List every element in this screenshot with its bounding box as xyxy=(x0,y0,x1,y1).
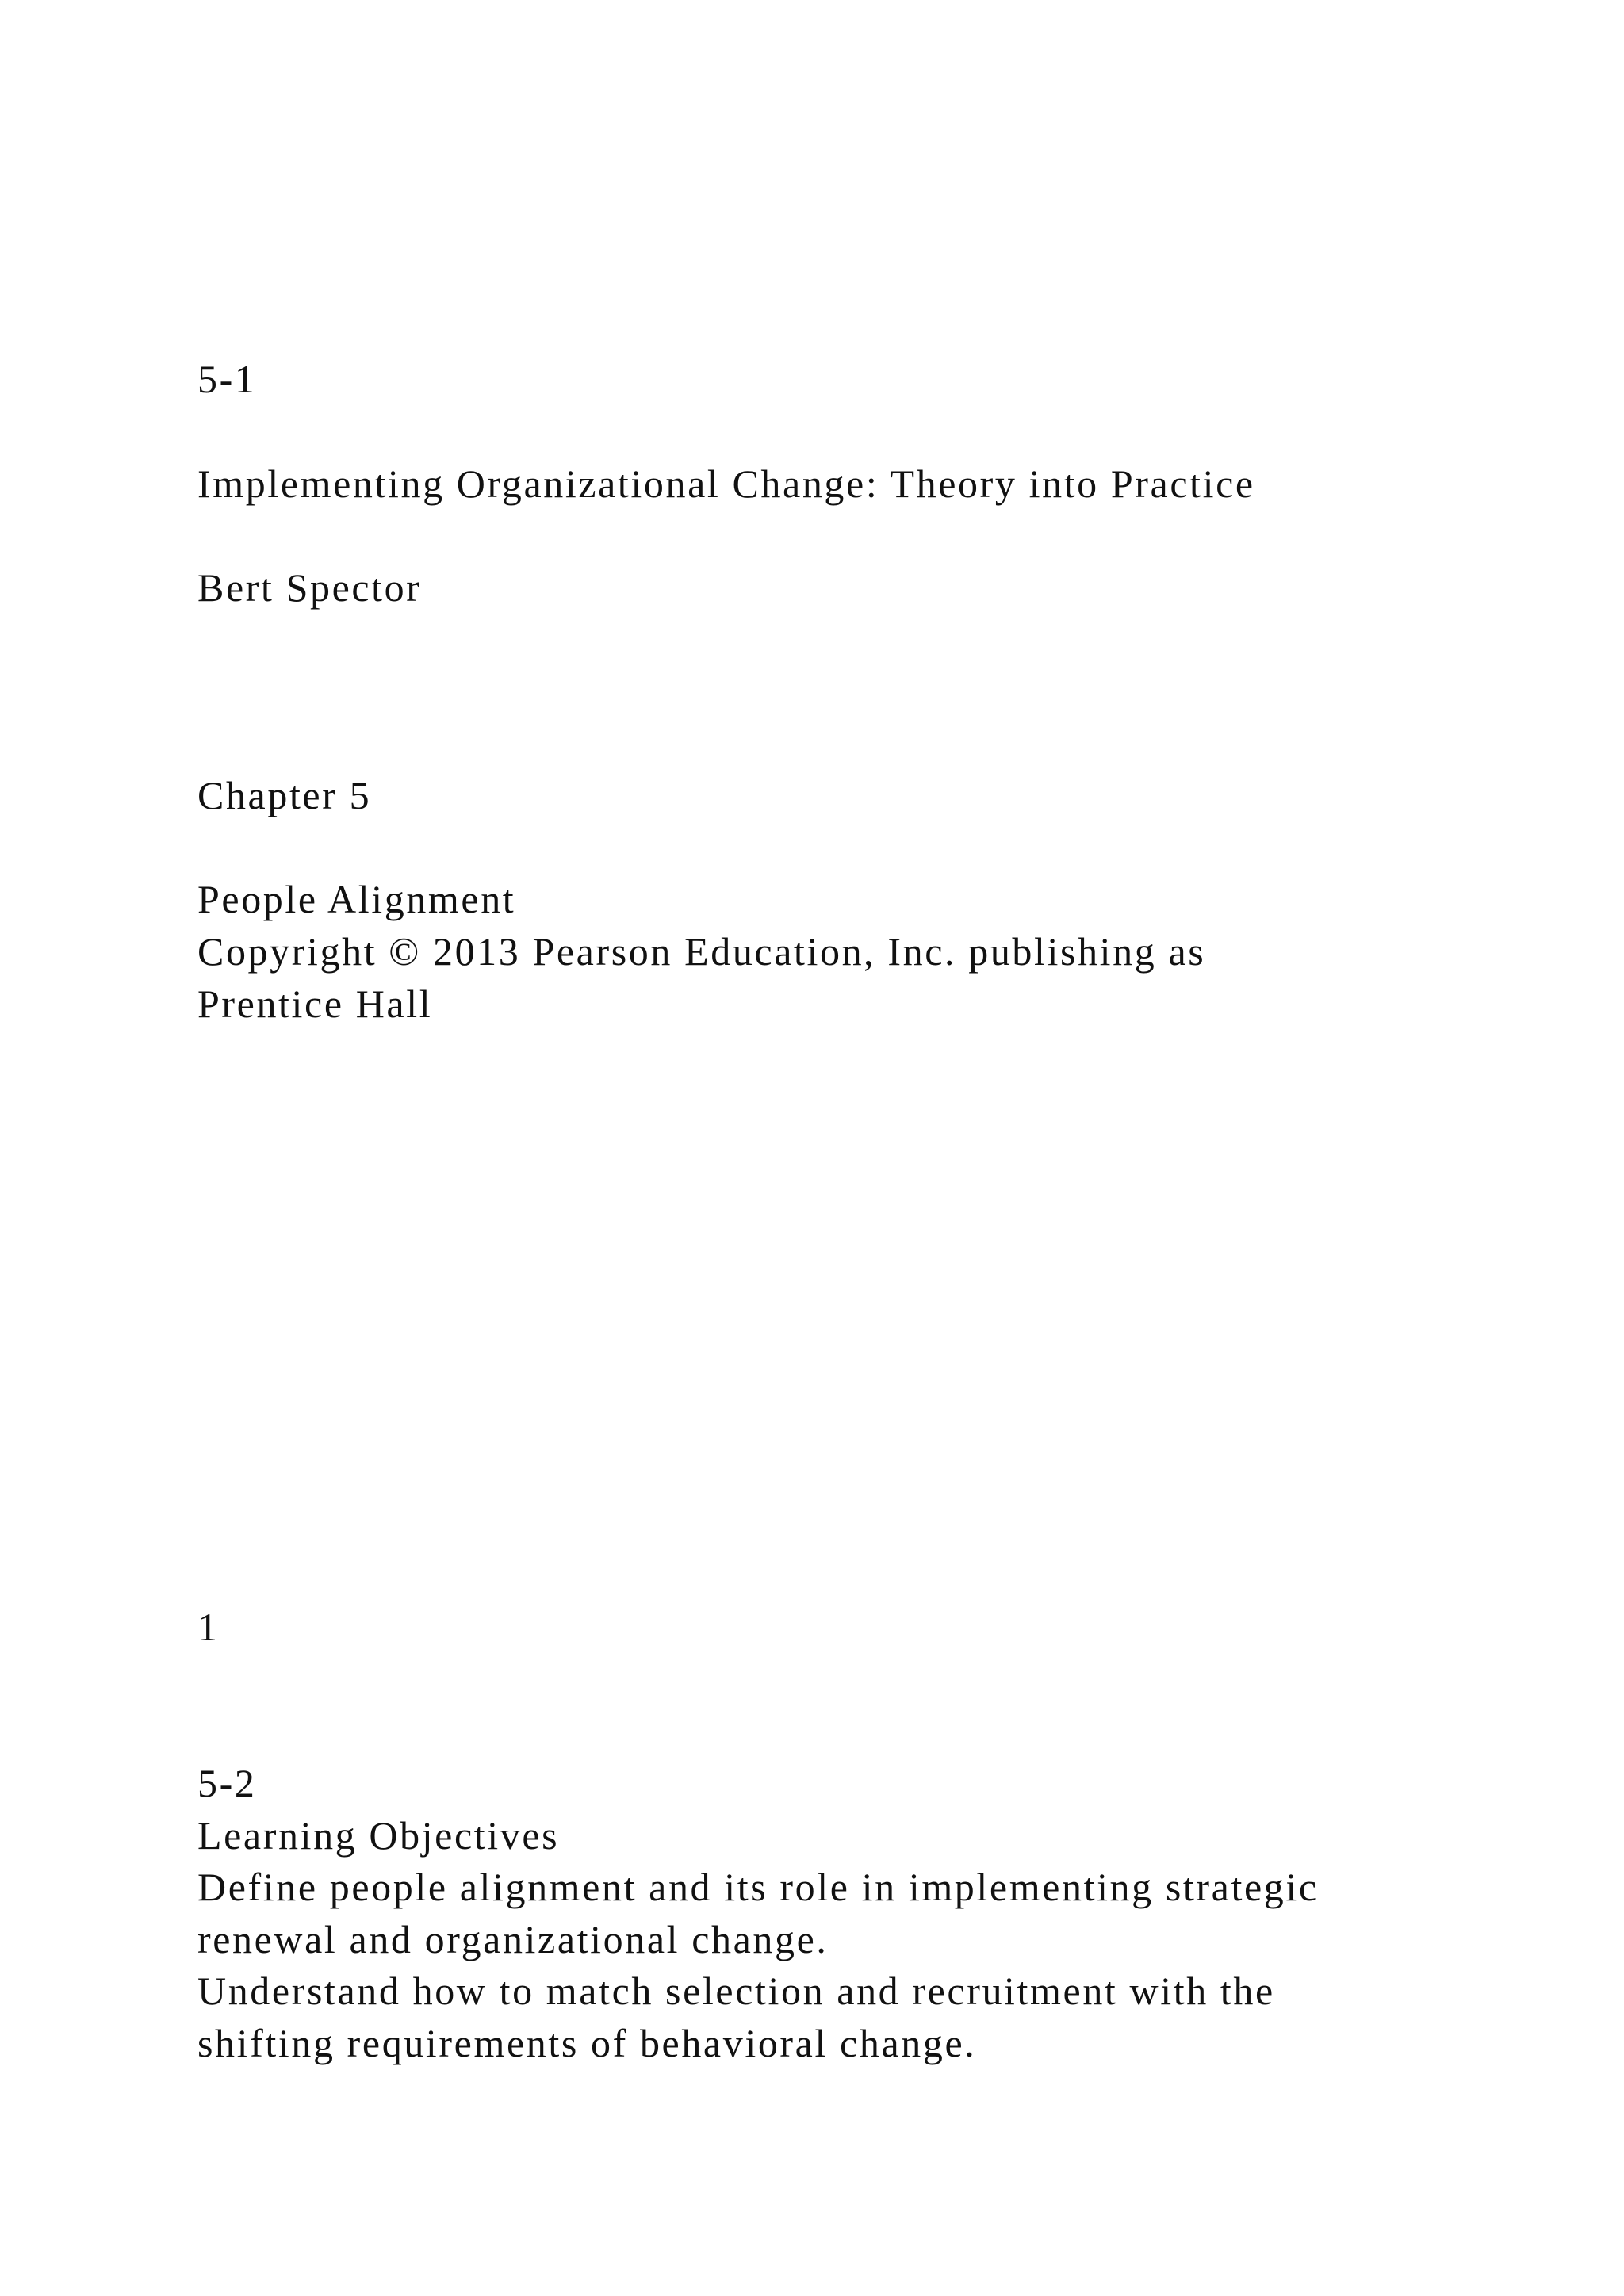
author-name: Bert Spector xyxy=(197,565,422,610)
slide-number: 5-2 xyxy=(197,1761,257,1805)
slide-number: 5-1 xyxy=(197,357,257,401)
objective-item-continued: renewal and organizational change. xyxy=(197,1917,829,1961)
objective-item: Understand how to match selection and recruitment with the xyxy=(197,1969,1275,2013)
chapter-label: Chapter 5 xyxy=(197,773,372,817)
section-heading: Learning Objectives xyxy=(197,1813,560,1858)
objective-item-continued: shifting requirements of behavioral change. xyxy=(197,2021,977,2065)
objective-item: Define people alignment and its role in implementing strategic xyxy=(197,1865,1319,1909)
page-number: 1 xyxy=(197,1605,220,1649)
copyright-line: Copyright © 2013 Pearson Education, Inc. publishing as xyxy=(197,929,1206,974)
book-title: Implementing Organizational Change: Theory into Practice xyxy=(197,461,1255,506)
chapter-subtitle: People Alignment xyxy=(197,877,516,921)
copyright-line-continued: Prentice Hall xyxy=(197,982,433,1026)
